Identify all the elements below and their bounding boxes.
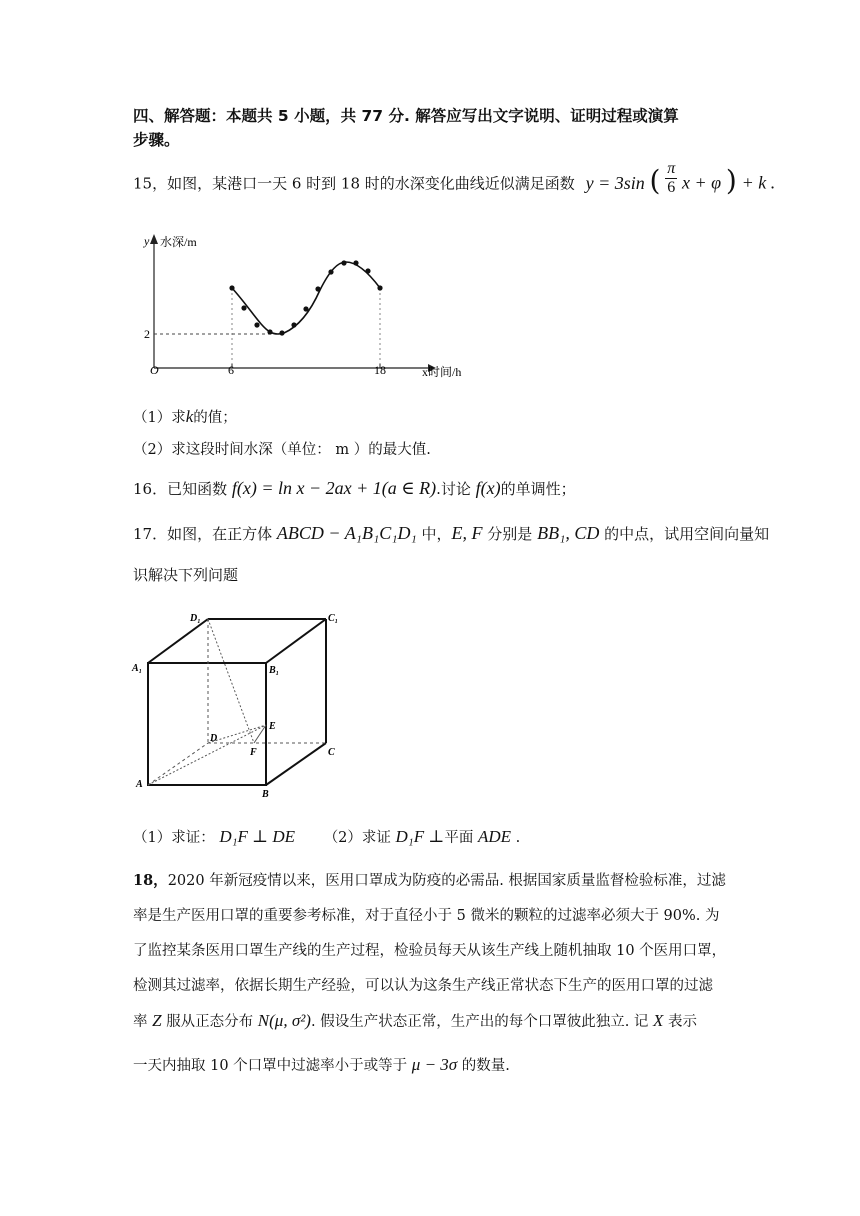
q18-line1-text: 2020 年新冠疫情以来，医用口罩成为防疫的必需品. 根据国家质量监督检验标准，过滤: [167, 873, 726, 889]
q15-part1-tail: 的值；: [193, 410, 237, 426]
q17-part2-plane: 平面: [444, 830, 474, 846]
q15-text: [133, 160, 776, 197]
q15-prefix: 15，如图，某港口一天 6 时到 18 时的水深变化曲线近似满足函数: [133, 174, 575, 193]
q15-formula-inner: x + φ: [682, 172, 722, 193]
label-B1: B₁: [269, 665, 280, 676]
section-title-line1: 四、解答题：本题共 5 小题，共 77 分. 解答应写出文字说明、证明过程或演算: [133, 107, 679, 125]
edge-A1-D1: [148, 619, 208, 663]
q18-number: 18，: [133, 872, 168, 889]
q16-formula: f(x) = ln x − 2ax + 1(a ∈ R): [231, 478, 437, 498]
q16-prefix: 16．已知函数: [133, 480, 228, 498]
q17-part2-math1: D₁F ⊥: [395, 827, 445, 846]
q18-line5-a: 率: [133, 1014, 148, 1030]
edge-B1-C1: [266, 619, 326, 663]
edge-B-C: [266, 743, 326, 785]
tick-label-6: 6: [228, 363, 234, 377]
q18-line1: [133, 869, 726, 890]
curve-point: [291, 322, 296, 327]
q15-part1-k: k: [185, 407, 194, 426]
q18-line5-Z: Z: [152, 1011, 162, 1030]
q17-line1-c: 分别是: [487, 525, 533, 543]
label-A1: A₁: [132, 663, 143, 674]
curve-point: [377, 285, 382, 290]
label-F: F: [250, 747, 257, 758]
q17-segments: BB₁, CD: [537, 523, 600, 543]
q16-suffix-a: .讨论: [436, 480, 471, 498]
q15-part2: （2）求这段时间水深（单位： m ）的最大值.: [133, 442, 431, 458]
q15-part1: [133, 406, 237, 427]
curve-point: [254, 322, 259, 327]
q17-cube-name: ABCD − A₁B₁C₁D₁: [276, 523, 417, 543]
segment-D1-F: [208, 619, 254, 743]
tick-label-18: 18: [374, 363, 386, 377]
hidden-edge-A-D: [148, 743, 208, 785]
q15-fraction-numerator: π: [667, 160, 676, 177]
q18-line3: 了监控某条医用口罩生产线的生产过程，检验员每天从该生产线上随机抽取 10 个医用口罩，: [133, 943, 727, 959]
q17-line1: [133, 523, 769, 544]
q16-text: [133, 478, 576, 499]
q17-line2: 识解决下列问题: [133, 566, 239, 584]
q17-points: E, F: [451, 523, 483, 543]
curve-point: [267, 329, 272, 334]
curve-point: [229, 285, 234, 290]
y-axis-label: y: [144, 234, 150, 248]
y-axis-title: 水深/m: [160, 235, 197, 249]
q15-paren-close: ): [725, 164, 737, 197]
y-axis-arrow: [150, 234, 158, 244]
q17-part2-period: .: [515, 830, 521, 846]
label-E: E: [269, 721, 276, 732]
curve-point: [303, 306, 308, 311]
q15-fraction-denominator: 6: [667, 179, 676, 196]
q18-line5-b: 服从正态分布: [166, 1014, 254, 1030]
q16-formula2: f(x): [475, 478, 501, 498]
curve-point: [328, 269, 333, 274]
q18-line5: [133, 1010, 697, 1031]
curve-points: [229, 260, 382, 335]
curve-point: [365, 268, 370, 273]
q17-part1-math: D₁F ⊥ DE: [219, 827, 296, 846]
q18-line2: 率是生产医用口罩的重要参考标准，对于直径小于 5 微米的颗粒的过滤率必须大于 90%. 为: [133, 908, 720, 924]
q18-line5-N: N(μ, σ²): [257, 1011, 311, 1030]
q15-formula-tail: + k .: [741, 172, 776, 193]
curve-point: [341, 260, 346, 265]
segment-A-E: [148, 725, 266, 785]
curve-point: [241, 305, 246, 310]
water-depth-graph: [140, 228, 480, 388]
q17-line1-b: 中，: [421, 525, 452, 543]
origin-label: O: [150, 363, 159, 377]
q16-suffix-b: 的单调性；: [500, 480, 576, 498]
x-axis-title: x时间/h: [422, 365, 462, 379]
q18-line6-a: 一天内抽取 10 个口罩中过滤率小于或等于: [133, 1058, 408, 1074]
q18-line5-X: X: [653, 1011, 664, 1030]
label-B: B: [262, 789, 269, 800]
curve-point: [353, 260, 358, 265]
curve-point: [279, 330, 284, 335]
label-A: A: [136, 779, 143, 790]
q15-part1-label: （1）求: [133, 410, 186, 426]
q18-line4: 检测其过滤率，依据长期生产经验，可以认为这条生产线正常状态下生产的医用口罩的过滤: [133, 978, 713, 994]
label-D1: D₁: [190, 613, 201, 624]
q18-line6-math: μ − 3σ: [411, 1055, 458, 1074]
q15-formula-lhs: y = 3sin: [585, 172, 645, 193]
label-D: D: [210, 733, 218, 744]
q17-line1-d: 的中点，试用空间向量知: [604, 525, 770, 543]
q17-part2-math2: ADE: [477, 827, 511, 846]
label-C1: C₁: [328, 613, 339, 624]
q17-part2-label: （2）求证: [323, 830, 391, 846]
q17-parts: [133, 826, 520, 847]
q15-fraction: [665, 160, 677, 197]
q18-line6: [133, 1054, 510, 1075]
q17-part1-label: （1）求证：: [133, 830, 215, 846]
label-C: C: [328, 747, 335, 758]
q18-line5-d: 表示: [668, 1014, 698, 1030]
tick-label-2: 2: [144, 327, 150, 341]
q18-line5-c: . 假设生产状态正常，生产出的每个口罩彼此独立. 记: [310, 1014, 649, 1030]
curve-point: [315, 286, 320, 291]
section-title-line2: 步骤。: [133, 131, 180, 149]
q17-line1-a: 17．如图，在正方体: [133, 525, 273, 543]
cube-figure: [130, 605, 350, 805]
depth-curve: [232, 262, 380, 334]
q18-line6-b: 的数量.: [461, 1058, 510, 1074]
q15-paren-open: (: [649, 164, 661, 197]
front-face: [148, 663, 266, 785]
